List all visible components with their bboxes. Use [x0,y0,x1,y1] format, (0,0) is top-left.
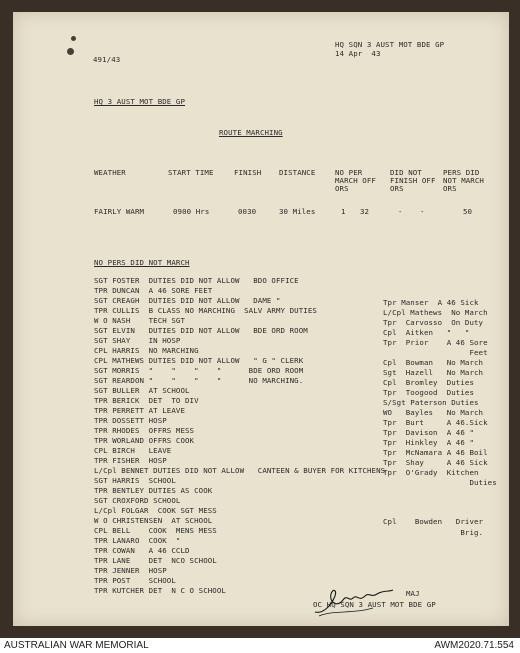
personnel-entry: S/Sgt Paterson Duties [383,398,479,407]
personnel-entry: TPR JENNER HOSP [94,566,167,575]
personnel-entry: TPR LANE DET NCO SCHOOL [94,556,217,565]
unit-heading: HQ SQN 3 AUST MOT BDE GP [335,40,445,49]
personnel-entry: Tpr Carvosso On Duty [383,318,484,327]
personnel-entry: TPR CULLIS B CLASS NO MARCHING SALV ARMY DUTIES [94,306,317,315]
personnel-entry: Sgt Hazell No March [383,368,484,377]
personnel-entry: TPR RHODES OFFRS MESS [94,426,195,435]
table-cell: 1 [341,207,346,216]
personnel-entry: CPL MATHEWS DUTIES DID NOT ALLOW " G " CLERK [94,356,304,365]
personnel-entry: SGT ELVIN DUTIES DID NOT ALLOW BDE ORD ROOM [94,326,308,335]
signatory-rank: MAJ [406,589,420,598]
personnel-entry: SGT REARDON " " " " NO MARCHING. [94,376,304,385]
personnel-entry: Cpl Bromley Duties [383,378,474,387]
personnel-entry: Tpr Hinkley A 46 " [383,438,474,447]
personnel-entry: Cpl Bowman No March [383,358,484,367]
personnel-entry: SGT FOSTER DUTIES DID NOT ALLOW BDO OFFICE [94,276,299,285]
table-header: DID NOT FINISH OFF ORS [390,168,436,193]
personnel-entry: SGT HARRIS SCHOOL [94,476,176,485]
personnel-entry: Tpr Prior A 46 Sore [383,338,488,347]
table-cell: - [398,207,403,216]
personnel-entry: SGT MORRIS " " " " BDE ORD ROOM [94,366,304,375]
reference-number: 491/43 [93,55,121,64]
table-cell: 0030 [238,207,257,216]
footer-accession: AWM2020.71.554 [434,640,514,651]
personnel-entry: L/Cpl BENNET DUTIES DID NOT ALLOW CANTEEN & BUYER FOR KITCHENS [94,466,386,475]
personnel-entry: SGT CROXFORD SCHOOL [94,496,181,505]
personnel-entry: WO Bayles No March [383,408,484,417]
document-page [13,12,509,626]
personnel-entry: Tpr Davison A 46 " [383,428,474,437]
personnel-entry: SGT SHAY IN HOSP [94,336,181,345]
personnel-entry: TPR WORLAND OFFRS COOK [94,436,195,445]
personnel-entry: Tpr Toogood Duties [383,388,474,397]
personnel-entry: CPL HARRIS NO MARCHING [94,346,199,355]
personnel-entry: TPR BERICK DET TO DIV [94,396,199,405]
personnel-entry: L/Cpl FOLGAR COOK SGT MESS [94,506,217,515]
personnel-entry: TPR KUTCHER DET N C O SCHOOL [94,586,226,595]
personnel-entry: SGT BULLER AT SCHOOL [94,386,190,395]
table-header: DISTANCE [279,168,316,177]
personnel-entry: Tpr Shay A 46 Sick [383,458,488,467]
personnel-entry: Tpr Burt A 46.Sick [383,418,488,427]
punch-hole [67,48,74,55]
personnel-entry: CPL BELL COOK MENS MESS [94,526,217,535]
punch-hole [71,36,76,41]
personnel-entry: TPR POST SCHOOL [94,576,176,585]
personnel-entry: W O CHRISTENSEN AT SCHOOL [94,516,213,525]
right-extra-line: Cpl Bowden Driver [383,517,484,526]
personnel-entry: Duties [383,478,497,487]
personnel-entry: TPR LANARO COOK " [94,536,181,545]
table-header: START TIME [168,168,214,177]
document-title: ROUTE MARCHING [219,128,283,137]
table-cell: 32 [360,207,370,216]
personnel-entry: TPR DUNCAN A 46 SORE FEET [94,286,213,295]
personnel-entry: TPR PERRETT AT LEAVE [94,406,185,415]
document-date: 14 Apr 43 [335,49,381,58]
personnel-entry: TPR BENTLEY DUTIES AS COOK [94,486,213,495]
personnel-entry: Cpl Aitken " " [383,328,470,337]
footer-bar [0,638,520,653]
personnel-entry: W O NASH TECH SGT [94,316,185,325]
personnel-entry: TPR DOSSETT HOSP [94,416,167,425]
table-header: FINISH [234,168,262,177]
personnel-entry: TPR COWAN A 46 CCLD [94,546,190,555]
personnel-entry: TPR FISHER HOSP [94,456,167,465]
personnel-entry: Feet [383,348,488,357]
personnel-entry: Tpr O'Grady Kitchen [383,468,479,477]
footer-credit: AUSTRALIAN WAR MEMORIAL [4,640,149,651]
personnel-entry: CPL BIRCH LEAVE [94,446,172,455]
addressee: HQ 3 AUST MOT BDE GP [94,97,185,106]
table-header: PERS DID NOT MARCH ORS [443,168,484,193]
table-cell: 0900 Hrs [173,207,210,216]
right-extra-line: Brig. [383,528,484,537]
section-title: NO PERS DID NOT MARCH [94,258,190,267]
table-header: NO PER MARCH OFF ORS [335,168,376,193]
signatory-title: OC HQ SQN 3 AUST MOT BDE GP [313,600,436,609]
table-header: WEATHER [94,168,126,177]
table-cell: FAIRLY WARM [94,207,145,216]
personnel-entry: Tpr McNamara A 46 Boil [383,448,488,457]
table-cell: - [420,207,425,216]
personnel-entry: SGT CREAGH DUTIES DID NOT ALLOW DAME " [94,296,281,305]
personnel-entry: L/Cpl Mathews No March [383,308,488,317]
table-cell: 30 Miles [279,207,316,216]
personnel-entry: Tpr Manser A 46 Sick [383,298,479,307]
table-cell: 50 [463,207,473,216]
